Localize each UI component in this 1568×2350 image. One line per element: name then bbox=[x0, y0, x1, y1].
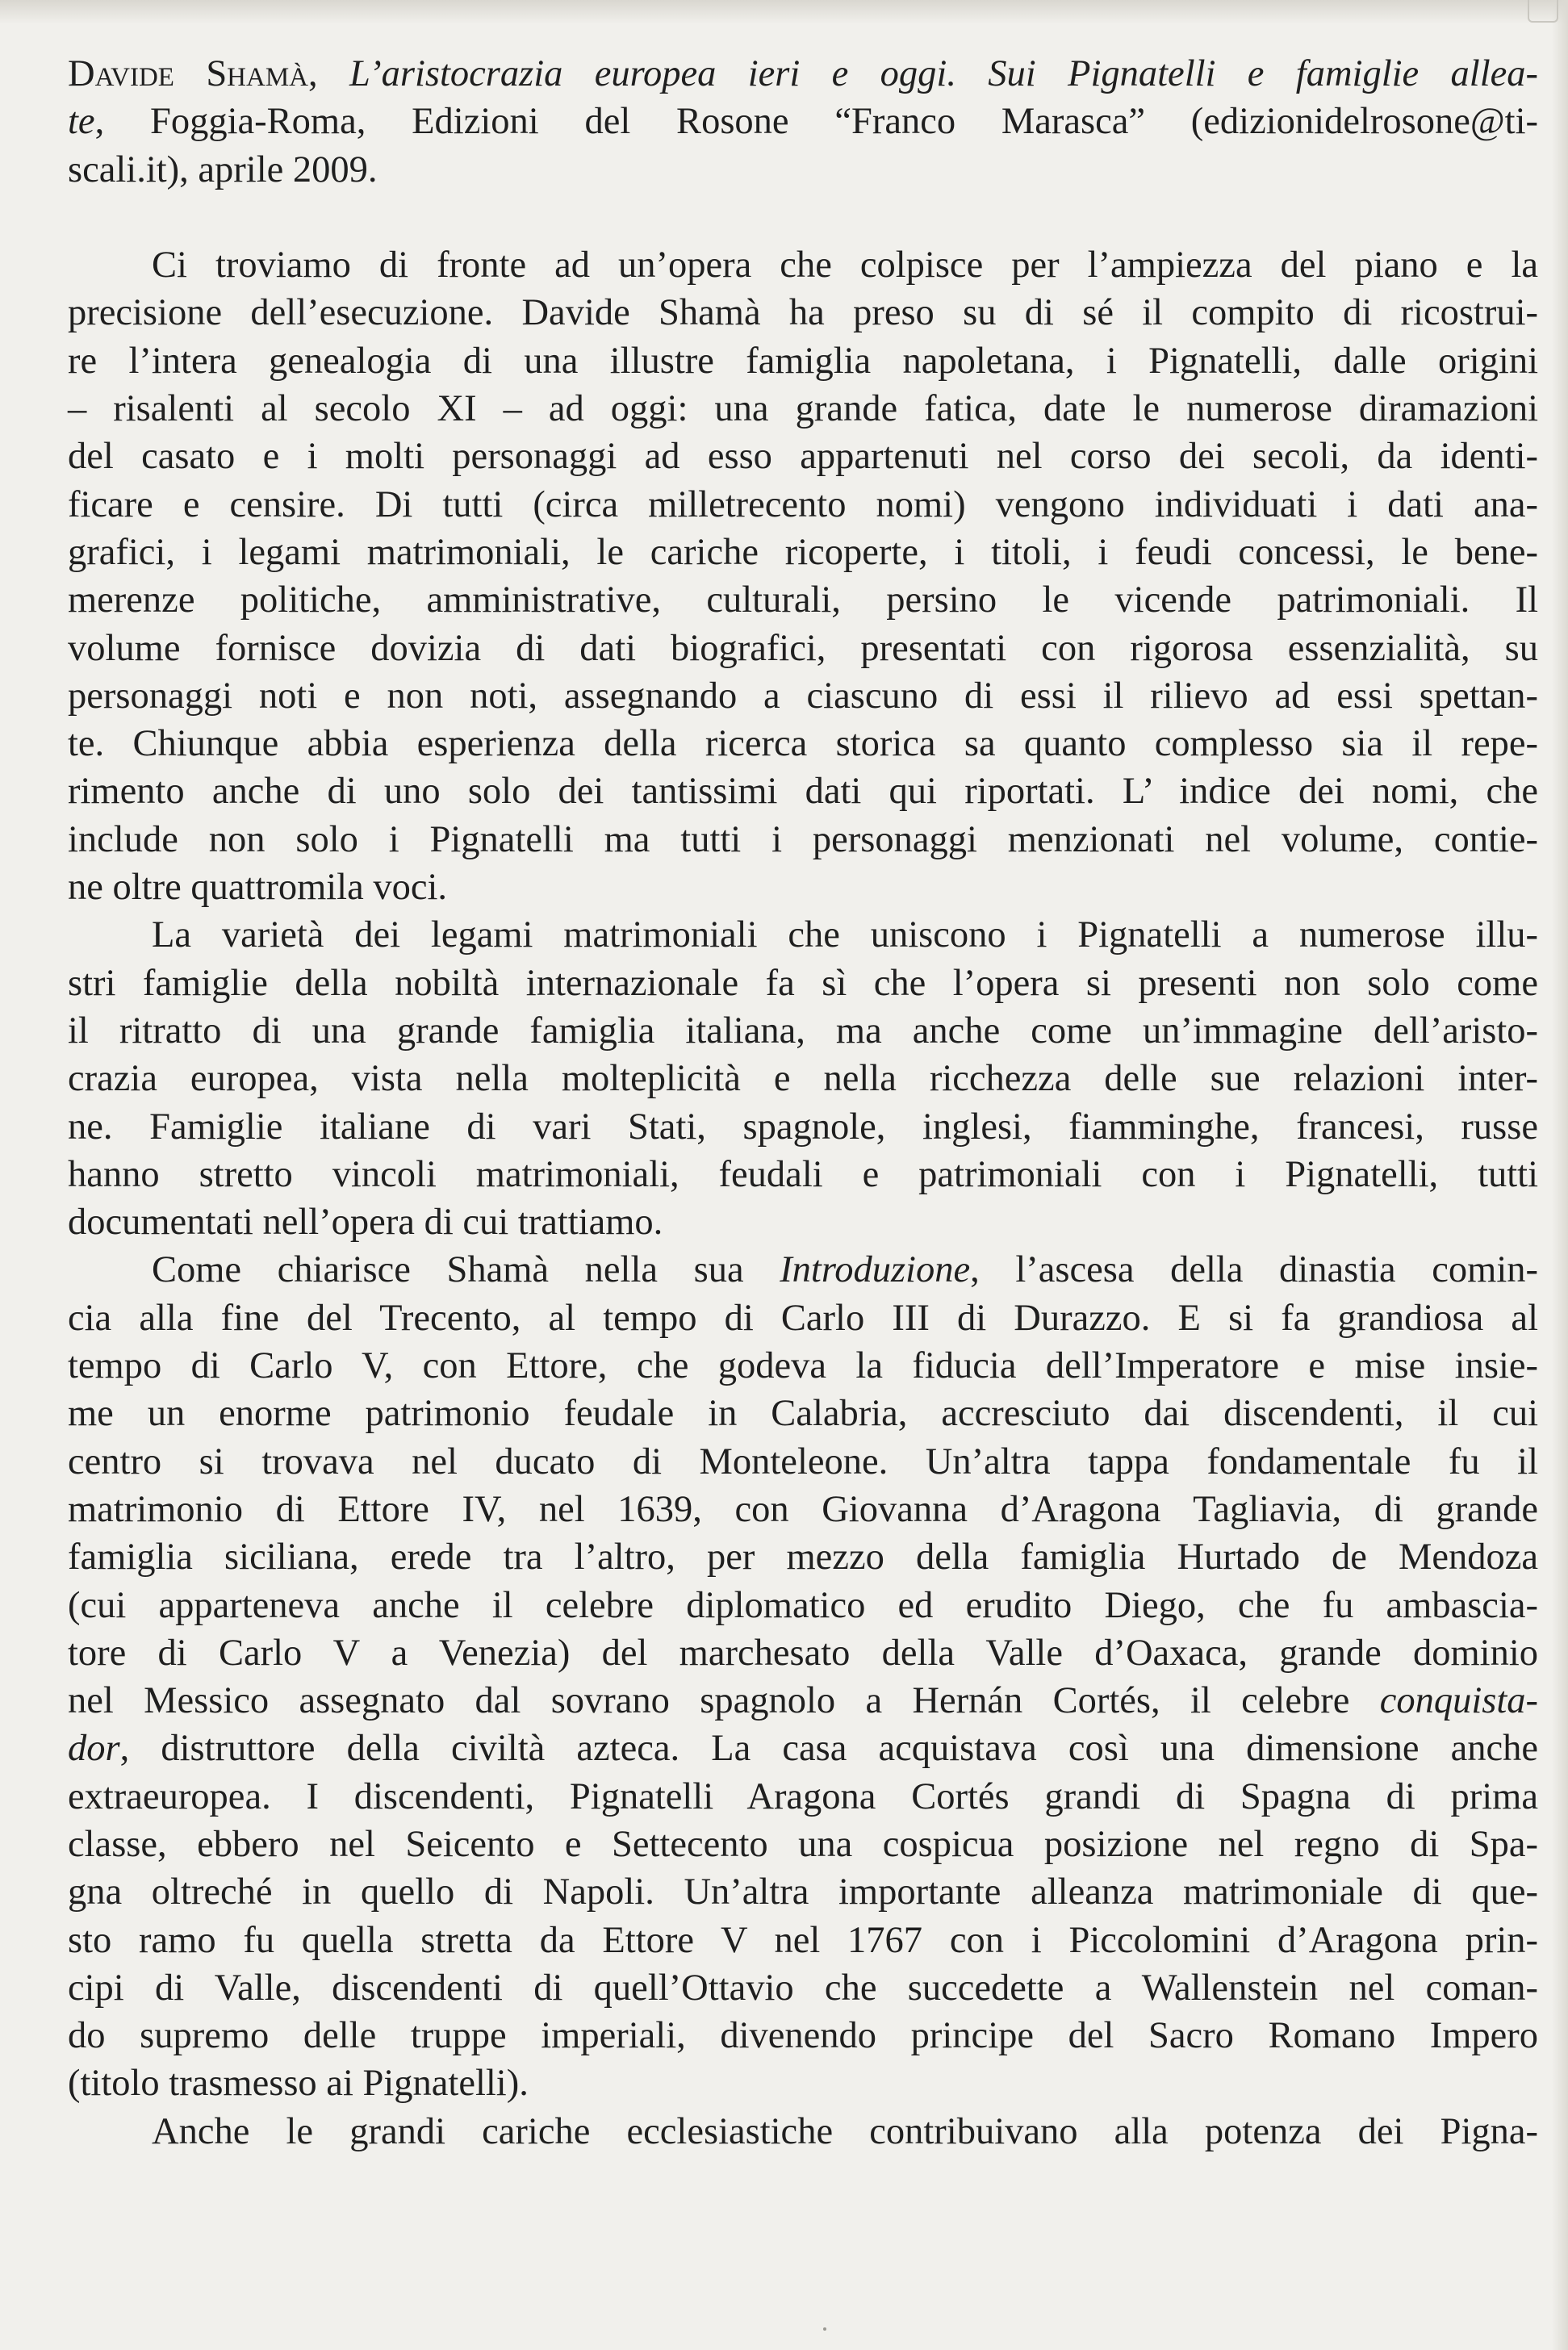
paragraph-line bbox=[68, 433, 1538, 480]
paragraph-line bbox=[68, 1725, 1538, 1772]
paragraph-line bbox=[68, 720, 1538, 767]
text-run: ne. Famiglie italiane di vari Stati, spagnole, inglesi, fiamminghe, francesi, russe bbox=[68, 1106, 1538, 1148]
italic-text: Introduzione bbox=[780, 1249, 971, 1291]
text-run: (titolo trasmesso ai Pignatelli). bbox=[68, 2063, 529, 2105]
text-run: Ci troviamo di fronte ad un’opera che colpisce per l’ampiezza del piano e la bbox=[152, 245, 1538, 286]
text-run: tore di Carlo V a Venezia) del marchesato della Valle d’Oaxaca, grande dominio bbox=[68, 1632, 1538, 1674]
text-run: nel Messico assegnato dal sovrano spagnolo a Hernán Cortés, il celebre bbox=[68, 1680, 1380, 1722]
paragraph-line bbox=[68, 529, 1538, 576]
text-run: , l’ascesa della dinastia comin- bbox=[970, 1249, 1538, 1291]
paragraph-line bbox=[68, 481, 1538, 529]
text-run: te. Chiunque abbia esperienza della ricerca storica sa quanto complesso sia il repe- bbox=[68, 723, 1538, 765]
paragraph-line bbox=[68, 1868, 1538, 1916]
text-run: matrimonio di Ettore IV, nel 1639, con Giovanna d’Aragona Tagliavia, di grande bbox=[68, 1488, 1538, 1530]
paragraph-line bbox=[68, 1103, 1538, 1151]
text-run: personaggi noti e non noti, assegnando a ciascuno di essi il rilievo ad essi spettan- bbox=[68, 675, 1538, 717]
text-run: crazia europea, vista nella molteplicità e nella ricchezza delle sue relazioni inter- bbox=[68, 1058, 1538, 1100]
paragraph-line bbox=[68, 1198, 1538, 1246]
text-run: centro si trovava nel ducato di Monteleone. Un’altra tappa fondamentale fu il bbox=[68, 1441, 1538, 1482]
text-run: cipi di Valle, discendenti di quell’Ottavio che succedette a Wallenstein nel coman- bbox=[68, 1967, 1538, 2009]
italic-text: te bbox=[68, 101, 95, 143]
text-run: cia alla fine del Trecento, al tempo di Carlo III di Durazzo. E si fa grandiosa al bbox=[68, 1297, 1538, 1339]
text-run: me un enorme patrimonio feudale in Calabria, accresciuto dai discendenti, il cui bbox=[68, 1393, 1538, 1435]
paragraph-line bbox=[68, 767, 1538, 815]
paragraph-line bbox=[68, 289, 1538, 337]
paragraph-line bbox=[68, 1246, 1538, 1294]
paragraph-line bbox=[68, 1582, 1538, 1629]
citation-line bbox=[68, 146, 1538, 194]
paper-speck bbox=[823, 2327, 826, 2331]
paragraph bbox=[68, 241, 1538, 911]
paragraph-line bbox=[68, 2108, 1538, 2156]
text-run: classe, ebbero nel Seicento e Settecento una cospicua posizione nel regno di Spa- bbox=[68, 1823, 1538, 1865]
text-run: do supremo delle truppe imperiali, divenendo principe del Sacro Romano Impero bbox=[68, 2015, 1538, 2057]
text-run: grafici, i legami matrimoniali, le cariche ricoperte, i titoli, i feudi concessi, le bene- bbox=[68, 531, 1538, 573]
text-run: documentati nell’opera di cui trattiamo. bbox=[68, 1202, 663, 1244]
text-run: stri famiglie della nobiltà internazionale fa sì che l’opera si presenti non solo come bbox=[68, 962, 1538, 1004]
paragraph-line bbox=[68, 1342, 1538, 1390]
paragraph-line bbox=[68, 2059, 1538, 2107]
paragraph-line bbox=[68, 337, 1538, 385]
paragraph-line bbox=[68, 816, 1538, 863]
paragraph-line bbox=[68, 1438, 1538, 1486]
paragraph bbox=[68, 911, 1538, 1246]
paragraph bbox=[68, 2108, 1538, 2156]
text-run: gna oltreché in quello di Napoli. Un’altra importante alleanza matrimoniale di que- bbox=[68, 1871, 1538, 1913]
text-run: merenze politiche, amministrative, culturali, persino le vicende patrimoniali. Il bbox=[68, 579, 1538, 621]
italic-text: conquista- bbox=[1379, 1680, 1538, 1722]
text-run: ficare e censire. Di tutti (circa milletrecento nomi) vengono individuati i dati ana- bbox=[68, 483, 1538, 525]
text-run: scali.it), aprile 2009. bbox=[68, 148, 378, 190]
paragraph-line bbox=[68, 241, 1538, 289]
paragraph-line bbox=[68, 863, 1538, 911]
italic-text: L’aristocrazia europea ieri e oggi. Sui Pignatelli e famiglie allea- bbox=[349, 53, 1538, 94]
text-run: (cui apparteneva anche il celebre diplomatico ed erudito Diego, che fu ambascia- bbox=[68, 1584, 1538, 1626]
paragraph bbox=[68, 1246, 1538, 2107]
text-run: re l’intera genealogia di una illustre famiglia napoletana, i Pignatelli, dalle origini bbox=[68, 340, 1538, 382]
paragraph-line bbox=[68, 576, 1538, 624]
paragraph-line bbox=[68, 1629, 1538, 1677]
paragraph-line bbox=[68, 1294, 1538, 1342]
text-run: include non solo i Pignatelli ma tutti i personaggi menzionati nel volume, contie- bbox=[68, 818, 1538, 860]
review-text bbox=[68, 50, 1538, 2156]
bibliographic-citation bbox=[68, 50, 1538, 194]
facing-page-mark bbox=[1528, 0, 1558, 23]
page-top-edge bbox=[0, 0, 1568, 24]
text-run: La varietà dei legami matrimoniali che uniscono i Pignatelli a numerose illu- bbox=[152, 914, 1538, 956]
citation-line bbox=[68, 98, 1538, 145]
text-run: ne oltre quattromila voci. bbox=[68, 867, 448, 909]
paragraph-line bbox=[68, 1533, 1538, 1581]
paragraph-line bbox=[68, 1486, 1538, 1533]
text-run: Come chiarisce Shamà nella sua bbox=[152, 1249, 780, 1291]
paragraph-spacer bbox=[68, 194, 1538, 241]
paragraph-line bbox=[68, 1773, 1538, 1821]
text-run: Anche le grandi cariche ecclesiastiche contribuivano alla potenza dei Pigna- bbox=[152, 2110, 1538, 2152]
paragraph-line bbox=[68, 625, 1538, 672]
italic-text: dor bbox=[68, 1728, 120, 1770]
paragraph-line bbox=[68, 1055, 1538, 1102]
paragraph-line bbox=[68, 1007, 1538, 1055]
paragraph-line bbox=[68, 672, 1538, 720]
text-run: hanno stretto vincoli matrimoniali, feudali e patrimoniali con i Pignatelli, tutti bbox=[68, 1153, 1538, 1195]
text-run: , bbox=[308, 53, 349, 94]
text-run: del casato e i molti personaggi ad esso appartenuti nel corso dei secoli, da identi- bbox=[68, 436, 1538, 478]
text-run: extraeuropea. I discendenti, Pignatelli Aragona Cortés grandi di Spagna di prima bbox=[68, 1775, 1538, 1817]
text-run: rimento anche di uno solo dei tantissimi dati qui riportati. L’ indice dei nomi, che bbox=[68, 771, 1538, 813]
text-run: , distruttore della civiltà azteca. La casa acquistava così una dimensione anche bbox=[119, 1728, 1538, 1770]
paragraph-line bbox=[68, 1390, 1538, 1437]
page-right-edge bbox=[1552, 0, 1568, 2350]
text-run: , Foggia-Roma, Edizioni del Rosone “Franco Marasca” (edizionidelrosone@ti- bbox=[94, 101, 1538, 143]
paragraph-line bbox=[68, 1917, 1538, 1964]
paragraph-line bbox=[68, 1677, 1538, 1725]
text-run: famiglia siciliana, erede tra l’altro, per mezzo della famiglia Hurtado de Mendoza bbox=[68, 1537, 1538, 1579]
paragraph-line bbox=[68, 1964, 1538, 2012]
text-run: il ritratto di una grande famiglia italiana, ma anche come un’immagine dell’aristo- bbox=[68, 1010, 1538, 1052]
citation-line bbox=[68, 50, 1538, 98]
text-run: sto ramo fu quella stretta da Ettore V nel 1767 con i Piccolomini d’Aragona prin- bbox=[68, 1919, 1538, 1961]
paragraph-line bbox=[68, 2012, 1538, 2059]
text-run: – risalenti al secolo XI – ad oggi: una grande fatica, date le numerose diramazioni bbox=[68, 388, 1538, 430]
paragraph-line bbox=[68, 385, 1538, 433]
paragraph-line bbox=[68, 1821, 1538, 1868]
text-run: volume fornisce dovizia di dati biografici, presentati con rigorosa essenzialità, su bbox=[68, 627, 1538, 669]
paragraph-line bbox=[68, 1151, 1538, 1198]
text-run: tempo di Carlo V, con Ettore, che godeva la fiducia dell’Imperatore e mise insie- bbox=[68, 1345, 1538, 1387]
paragraph-line bbox=[68, 911, 1538, 959]
review-body bbox=[68, 241, 1538, 2156]
author-name: Davide Shamà bbox=[68, 53, 309, 94]
text-run: precisione dell’esecuzione. Davide Shamà ha preso su di sé il compito di ricostrui- bbox=[68, 292, 1538, 334]
paragraph-line bbox=[68, 960, 1538, 1007]
